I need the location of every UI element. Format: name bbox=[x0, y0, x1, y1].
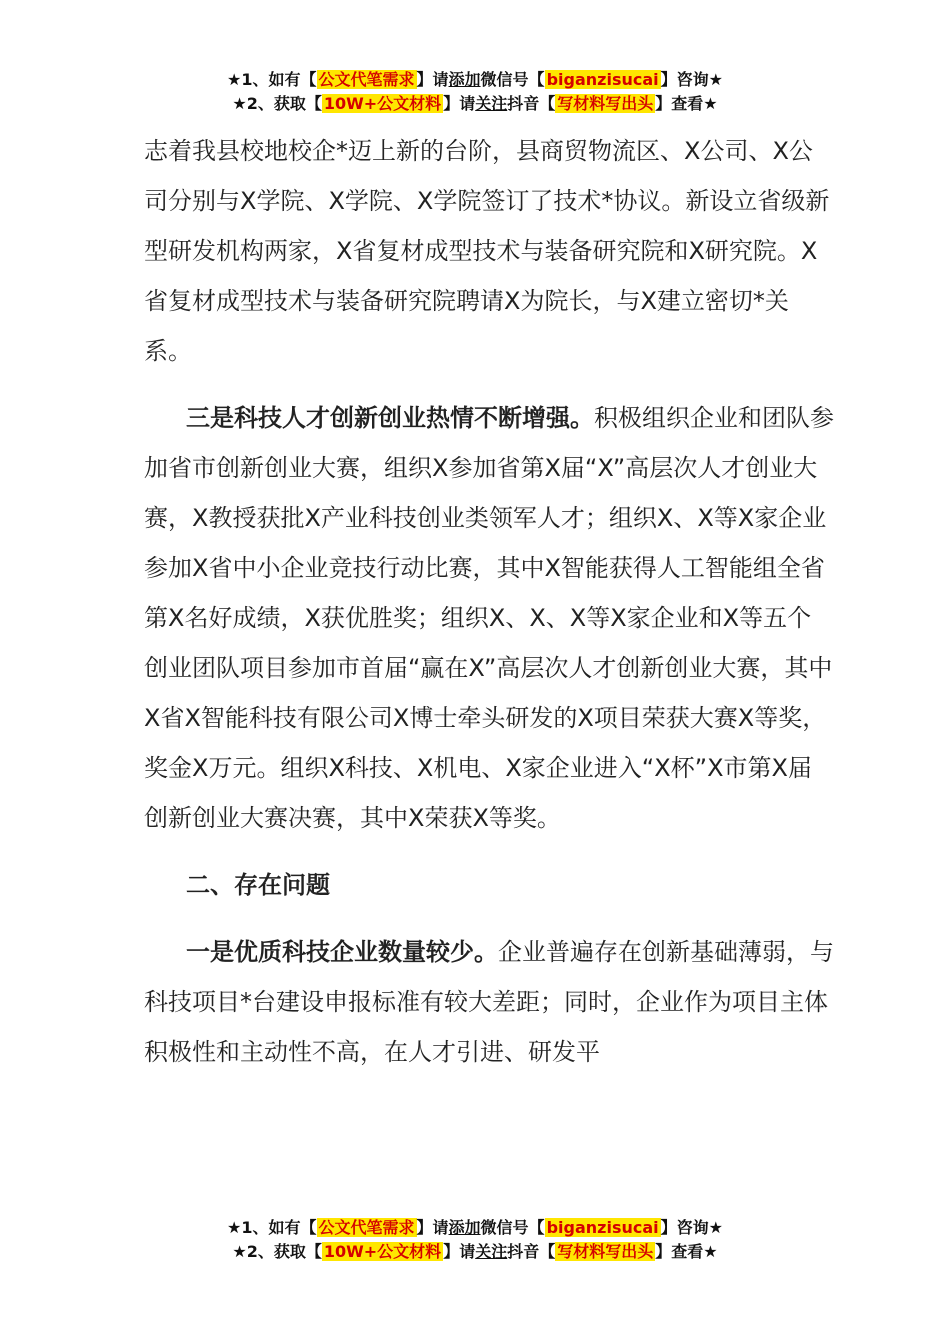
banner-text: 】请 bbox=[443, 94, 476, 113]
highlight-service: 公文代笔需求 bbox=[318, 70, 415, 89]
banner-line-2 bbox=[0, 92, 950, 116]
banner-text: 】请 bbox=[443, 1242, 476, 1261]
highlight-wechat-id: biganzisucai bbox=[546, 1218, 659, 1237]
banner-text: 】请 bbox=[416, 1218, 449, 1237]
banner-underlined: 添加 bbox=[448, 70, 481, 89]
highlight-materials: 10W+公文材料 bbox=[323, 94, 442, 113]
paragraph-talent bbox=[144, 393, 834, 843]
banner-text: 】查看★ bbox=[655, 94, 718, 113]
paragraph-text: 企业普遍存在创新基础薄弱，与科技项目*台建设申报标准有较大差距；同时，企业作为项目主体积极性和主动性不高，在人才引进、研发平 bbox=[144, 938, 834, 1066]
banner-text: ★1、如有【 bbox=[227, 70, 317, 89]
highlight-wechat-id: biganzisucai bbox=[546, 70, 659, 89]
highlight-douyin-id: 写材料写出头 bbox=[557, 94, 654, 113]
document-body bbox=[144, 126, 834, 1077]
top-banner bbox=[0, 68, 950, 116]
banner-text: 】请 bbox=[416, 70, 449, 89]
banner-underlined: 关注 bbox=[475, 1242, 508, 1261]
banner-text: 抖音【 bbox=[507, 1242, 556, 1261]
banner-text: 微信号【 bbox=[480, 1218, 545, 1237]
highlight-douyin-id: 写材料写出头 bbox=[557, 1242, 654, 1261]
banner-text: 】咨询★ bbox=[660, 70, 723, 89]
bottom-banner bbox=[0, 1216, 950, 1264]
highlight-service: 公文代笔需求 bbox=[318, 1218, 415, 1237]
paragraph-issues bbox=[144, 927, 834, 1077]
paragraph-lead: 一是优质科技企业数量较少。 bbox=[186, 938, 498, 966]
banner-line-1 bbox=[0, 1216, 950, 1240]
banner-text: ★2、获取【 bbox=[232, 94, 322, 113]
banner-line-2 bbox=[0, 1240, 950, 1264]
paragraph-continued: 志着我县校地校企*迈上新的台阶，县商贸物流区、X公司、X公司分别与X学院、X学院、X学院签订了技术*协议。新设立省级新型研发机构两家，X省复材成型技术与装备研究院和X研究院。X省复材成型技术与装备研究院聘请X为院长，与X建立密切*关系。 bbox=[144, 137, 830, 365]
paragraph-lead: 三是科技人才创新创业热情不断增强。 bbox=[186, 404, 594, 432]
banner-underlined: 关注 bbox=[475, 94, 508, 113]
paragraph-text: 积极组织企业和团队参加省市创新创业大赛，组织X参加省第X届“X”高层次人才创业大赛，X教授获批X产业科技创业类领军人才；组织X、X等X家企业参加X省中小企业竞技行动比赛，其中X智能获得人工智能组全省第X名好成绩，X获优胜奖；组织X、X、X等X家企业和X等五个创业团队项目参加市首届“赢在X”高层次人才创新创业大赛，其中X省X智能科技有限公司X博士牵头研发的X项目荣获大赛X等奖，奖金X万元。组织X科技、X机电、X家企业进入“X杯”X市第X届创新创业大赛决赛，其中X荣获X等奖。 bbox=[144, 404, 834, 832]
banner-text: 微信号【 bbox=[480, 70, 545, 89]
banner-text: ★1、如有【 bbox=[227, 1218, 317, 1237]
banner-line-1 bbox=[0, 68, 950, 92]
highlight-materials: 10W+公文材料 bbox=[323, 1242, 442, 1261]
banner-underlined: 添加 bbox=[448, 1218, 481, 1237]
banner-text: 】查看★ bbox=[655, 1242, 718, 1261]
banner-text: 】咨询★ bbox=[660, 1218, 723, 1237]
banner-text: 抖音【 bbox=[507, 94, 556, 113]
section-heading: 二、存在问题 bbox=[186, 871, 330, 899]
banner-text: ★2、获取【 bbox=[232, 1242, 322, 1261]
